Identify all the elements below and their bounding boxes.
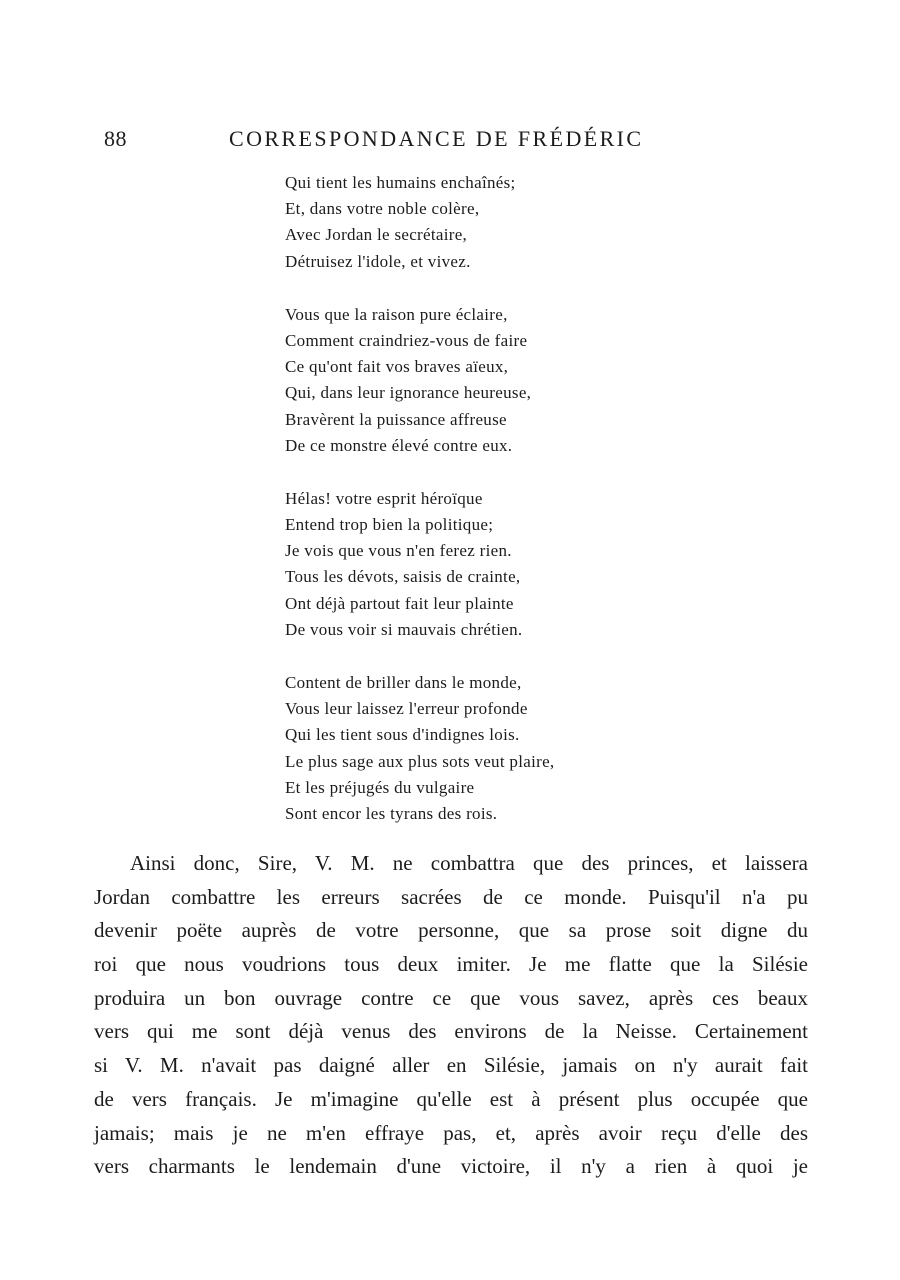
verse-line: Sont encor les tyrans des rois. <box>285 803 498 823</box>
verse-line: Le plus sage aux plus sots veut plaire, <box>285 751 555 771</box>
verse-line: Qui, dans leur ignorance heureuse, <box>285 383 532 403</box>
prose-line: produira un bon ouvrage contre ce que vous savez, après ces beaux <box>94 985 808 1010</box>
verse-line: Détruisez l'idole, et vivez. <box>285 251 471 271</box>
prose-paragraph <box>94 847 808 1184</box>
verse-line: Comment craindriez-vous de faire <box>285 330 528 350</box>
prose-line: de vers français. Je m'imagine qu'elle est à présent plus occupée que <box>94 1086 808 1111</box>
verse-line: Qui les tient sous d'indignes lois. <box>285 725 520 745</box>
verse-line: De vous voir si mauvais chrétien. <box>285 619 523 639</box>
verse-line: Content de briller dans le monde, <box>285 673 522 692</box>
prose-line: Jordan combattre les erreurs sacrées de ce monde. Puisqu'il n'a pu <box>94 884 808 909</box>
verse-line: Vous que la raison pure éclaire, <box>285 304 508 324</box>
stanza <box>285 670 725 827</box>
prose-line: vers qui me sont déjà venus des environs de la Neisse. Certainement <box>94 1019 808 1044</box>
verse-line: Ont déjà partout fait leur plainte <box>285 593 514 613</box>
running-head: CORRESPONDANCE DE FRÉDÉRIC <box>229 126 644 151</box>
verse-line: Tous les dévots, saisis de crainte, <box>285 567 521 587</box>
verse-line: Qui tient les humains enchaînés; <box>285 173 516 192</box>
verse-line: Vous leur laissez l'erreur profonde <box>285 699 528 719</box>
prose-line: Ainsi donc, Sire, V. M. ne combattra que des princes, et laissera <box>130 851 808 875</box>
verse-line: Et les préjugés du vulgaire <box>285 777 475 797</box>
poem <box>285 170 725 854</box>
prose-line: vers charmants le lendemain d'une victoire, il n'y a rien à quoi je <box>94 1154 808 1179</box>
verse-line: Je vois que vous n'en ferez rien. <box>285 541 512 561</box>
stanza <box>285 302 725 459</box>
verse-line: Avec Jordan le secrétaire, <box>285 225 468 245</box>
verse-line: Et, dans votre noble colère, <box>285 199 480 219</box>
verse-line: Entend trop bien la politique; <box>285 515 494 535</box>
prose-line: si V. M. n'avait pas daigné aller en Silésie, jamais on n'y aurait fait <box>94 1053 808 1078</box>
prose-line: roi que nous voudrions tous deux imiter. Je me flatte que la Silésie <box>94 952 808 977</box>
stanza <box>285 486 725 643</box>
stanza <box>285 170 725 275</box>
verse-line: Ce qu'ont fait vos braves aïeux, <box>285 357 509 377</box>
verse-line: Hélas! votre esprit héroïque <box>285 488 483 508</box>
page-number: 88 <box>104 126 127 151</box>
prose-line: devenir poëte auprès de votre personne, que sa prose soit digne du <box>94 918 808 943</box>
verse-line: Bravèrent la puissance affreuse <box>285 409 507 429</box>
prose-line: jamais; mais je ne m'en effraye pas, et, après avoir reçu d'elle des <box>94 1120 808 1145</box>
verse-line: De ce monstre élevé contre eux. <box>285 435 513 455</box>
